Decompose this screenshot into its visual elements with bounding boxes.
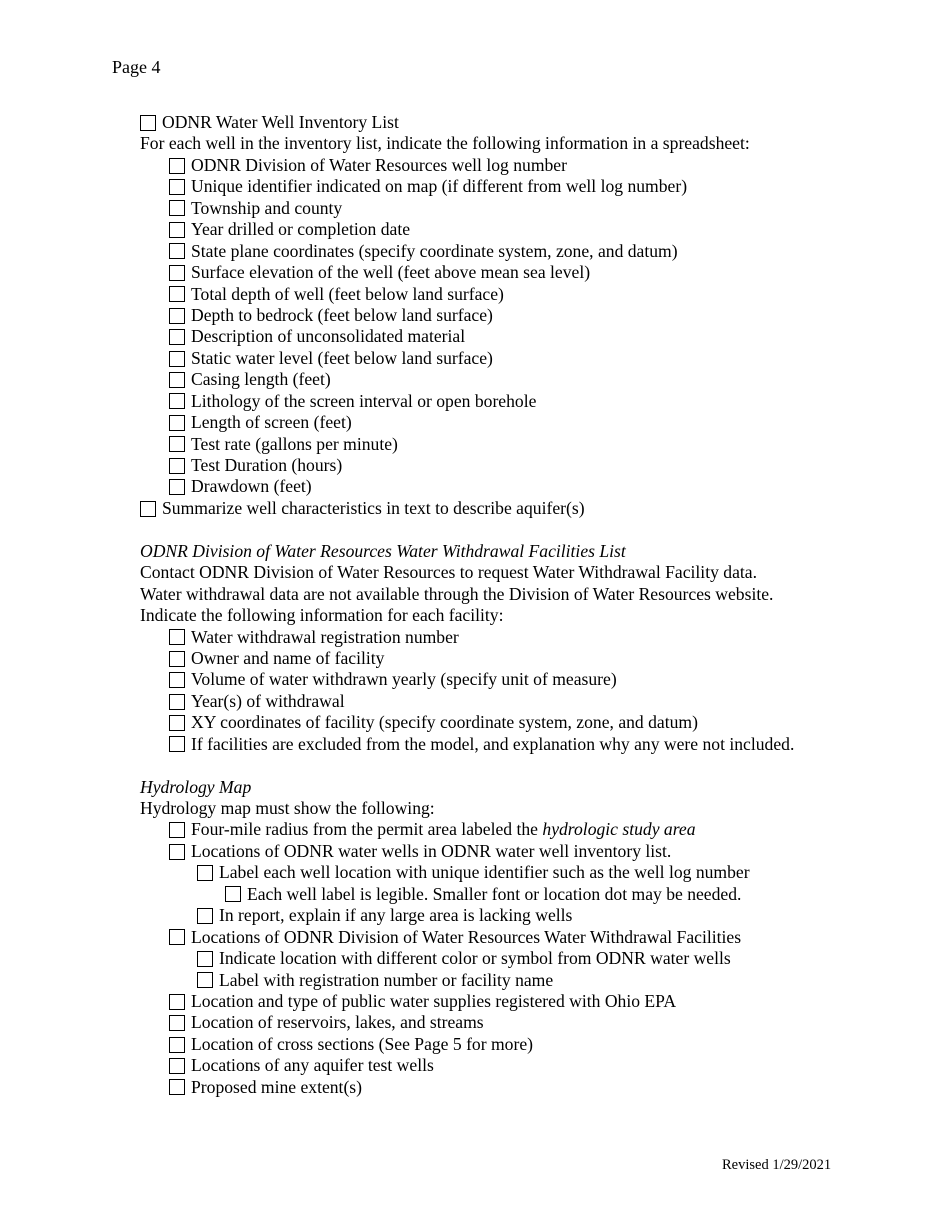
list-item — [140, 284, 930, 305]
list-item — [140, 1055, 930, 1076]
list-item — [140, 648, 930, 669]
checkbox[interactable] — [169, 1015, 185, 1031]
checkbox[interactable] — [169, 844, 185, 860]
checkbox[interactable] — [169, 1079, 185, 1095]
list-item — [140, 884, 930, 905]
list-item — [140, 348, 930, 369]
list-item — [140, 262, 930, 283]
summary-row — [140, 498, 930, 519]
radius-italic: hydrologic study area — [542, 819, 696, 840]
page-number: Page 4 — [112, 57, 161, 77]
item-label: XY coordinates of facility (specify coordinate system, zone, and datum) — [191, 712, 698, 733]
list-item — [140, 391, 930, 412]
checkbox[interactable] — [169, 436, 185, 452]
list-item — [140, 991, 930, 1012]
hydrology-section-title: Hydrology Map — [140, 776, 252, 797]
item-label: Lithology of the screen interval or open borehole — [191, 390, 537, 411]
item-label: Location of reservoirs, lakes, and streams — [191, 1012, 484, 1033]
item-label: Volume of water withdrawn yearly (specify unit of measure) — [191, 669, 617, 690]
list-item — [140, 627, 930, 648]
item-label: Label with registration number or facility name — [219, 969, 554, 990]
list-item — [140, 305, 930, 326]
item-label: Owner and name of facility — [191, 647, 385, 668]
withdrawal-items — [140, 627, 930, 756]
checkbox[interactable] — [169, 415, 185, 431]
checkbox[interactable] — [169, 308, 185, 324]
item-label: Location and type of public water supplies registered with Ohio EPA — [191, 990, 677, 1011]
inventory-items — [140, 155, 930, 498]
item-label: ODNR Division of Water Resources well log number — [191, 154, 567, 175]
checkbox[interactable] — [169, 479, 185, 495]
checkbox[interactable] — [225, 886, 241, 902]
item-label: Location of cross sections (See Page 5 for more) — [191, 1033, 533, 1054]
item-label: Year(s) of withdrawal — [191, 690, 345, 711]
item-label: Length of screen (feet) — [191, 412, 352, 433]
item-label: Casing length (feet) — [191, 369, 331, 390]
list-item — [140, 1034, 930, 1055]
checkbox[interactable] — [169, 393, 185, 409]
item-label: Locations of ODNR Division of Water Resources Water Withdrawal Facilities — [191, 926, 742, 947]
checkbox[interactable] — [169, 372, 185, 388]
list-item — [140, 819, 930, 840]
checkbox[interactable] — [169, 265, 185, 281]
list-item — [140, 369, 930, 390]
hydrology-intro: Hydrology map must show the following: — [140, 798, 435, 818]
item-label: Locations of any aquifer test wells — [191, 1055, 434, 1076]
radius-prefix: Four-mile radius from the permit area labeled the — [191, 819, 543, 840]
list-item — [140, 219, 930, 240]
list-item — [140, 455, 930, 476]
list-item — [140, 862, 930, 883]
checkbox[interactable] — [169, 200, 185, 216]
list-item — [140, 905, 930, 926]
list-item — [140, 155, 930, 176]
checkbox[interactable] — [169, 286, 185, 302]
item-label: Proposed mine extent(s) — [191, 1076, 363, 1097]
item-label: Test Duration (hours) — [191, 455, 343, 475]
checklist-content — [140, 112, 930, 1098]
checkbox[interactable] — [140, 115, 156, 131]
item-label: If facilities are excluded from the model, and explanation why any were not included. — [191, 733, 795, 754]
list-item — [140, 476, 930, 497]
item-label: Year drilled or completion date — [191, 219, 411, 240]
summary-label: Summarize well characteristics in text to describe aquifer(s) — [162, 497, 585, 518]
list-item — [140, 948, 930, 969]
checkbox[interactable] — [169, 715, 185, 731]
item-label: Drawdown (feet) — [191, 476, 312, 497]
withdrawal-line: Water withdrawal data are not available through the Division of Water Resources website. — [140, 583, 774, 604]
spacer — [140, 519, 930, 540]
spacer — [140, 755, 930, 776]
checkbox[interactable] — [169, 629, 185, 645]
item-label: Indicate location with different color or symbol from ODNR water wells — [219, 948, 731, 969]
checkbox[interactable] — [140, 501, 156, 517]
list-item — [140, 176, 930, 197]
list-item — [140, 691, 930, 712]
withdrawal-line: Contact ODNR Division of Water Resources to request Water Withdrawal Facility data. — [140, 562, 757, 583]
list-item — [140, 326, 930, 347]
list-item — [140, 1077, 930, 1098]
list-item — [140, 434, 930, 455]
checkbox[interactable] — [197, 908, 213, 924]
item-label: State plane coordinates (specify coordinate system, zone, and datum) — [191, 240, 678, 261]
item-label: Label each well location with unique identifier such as the well log number — [219, 862, 750, 883]
checkbox[interactable] — [169, 994, 185, 1010]
list-item — [140, 1012, 930, 1033]
checkbox[interactable] — [169, 1058, 185, 1074]
inventory-title: ODNR Water Well Inventory List — [162, 112, 399, 132]
item-label — [191, 819, 696, 840]
item-label: Total depth of well (feet below land surface) — [191, 283, 504, 304]
list-item — [140, 198, 930, 219]
item-label: Surface elevation of the well (feet above mean sea level) — [191, 262, 591, 283]
item-label: Static water level (feet below land surface) — [191, 347, 493, 368]
checkbox[interactable] — [169, 929, 185, 945]
checkbox[interactable] — [169, 458, 185, 474]
checkbox[interactable] — [169, 1037, 185, 1053]
list-item — [140, 927, 930, 948]
revision-footer: Revised 1/29/2021 — [722, 1157, 832, 1173]
checkbox[interactable] — [169, 158, 185, 174]
item-label: Water withdrawal registration number — [191, 626, 459, 647]
checkbox[interactable] — [169, 672, 185, 688]
list-item — [140, 841, 930, 862]
checkbox[interactable] — [169, 222, 185, 238]
checkbox[interactable] — [197, 865, 213, 881]
checkbox[interactable] — [169, 329, 185, 345]
item-label: Description of unconsolidated material — [191, 326, 466, 347]
inventory-instruction: For each well in the inventory list, indicate the following information in a spreadsheet: — [140, 133, 750, 154]
checkbox[interactable] — [169, 822, 185, 838]
checkbox[interactable] — [197, 951, 213, 967]
inventory-title-row — [140, 112, 930, 133]
checkbox[interactable] — [169, 243, 185, 259]
list-item — [140, 412, 930, 433]
list-item — [140, 712, 930, 733]
item-label: Each well label is legible. Smaller font or location dot may be needed. — [247, 883, 742, 904]
checkbox[interactable] — [169, 351, 185, 367]
list-item — [140, 241, 930, 262]
checkbox[interactable] — [169, 179, 185, 195]
checkbox[interactable] — [169, 651, 185, 667]
item-label: Locations of ODNR water wells in ODNR water well inventory list. — [191, 840, 672, 861]
item-label: Unique identifier indicated on map (if different from well log number) — [191, 176, 688, 197]
checkbox[interactable] — [169, 736, 185, 752]
checkbox[interactable] — [169, 694, 185, 710]
item-label: Test rate (gallons per minute) — [191, 433, 398, 454]
item-label: Depth to bedrock (feet below land surface) — [191, 304, 493, 325]
item-label: Township and county — [191, 197, 343, 218]
checkbox[interactable] — [197, 972, 213, 988]
item-label: In report, explain if any large area is lacking wells — [219, 905, 573, 926]
withdrawal-line: Indicate the following information for each facility: — [140, 605, 504, 626]
withdrawal-section-title: ODNR Division of Water Resources Water Withdrawal Facilities List — [140, 540, 626, 561]
list-item — [140, 970, 930, 991]
list-item — [140, 734, 930, 755]
list-item — [140, 669, 930, 690]
